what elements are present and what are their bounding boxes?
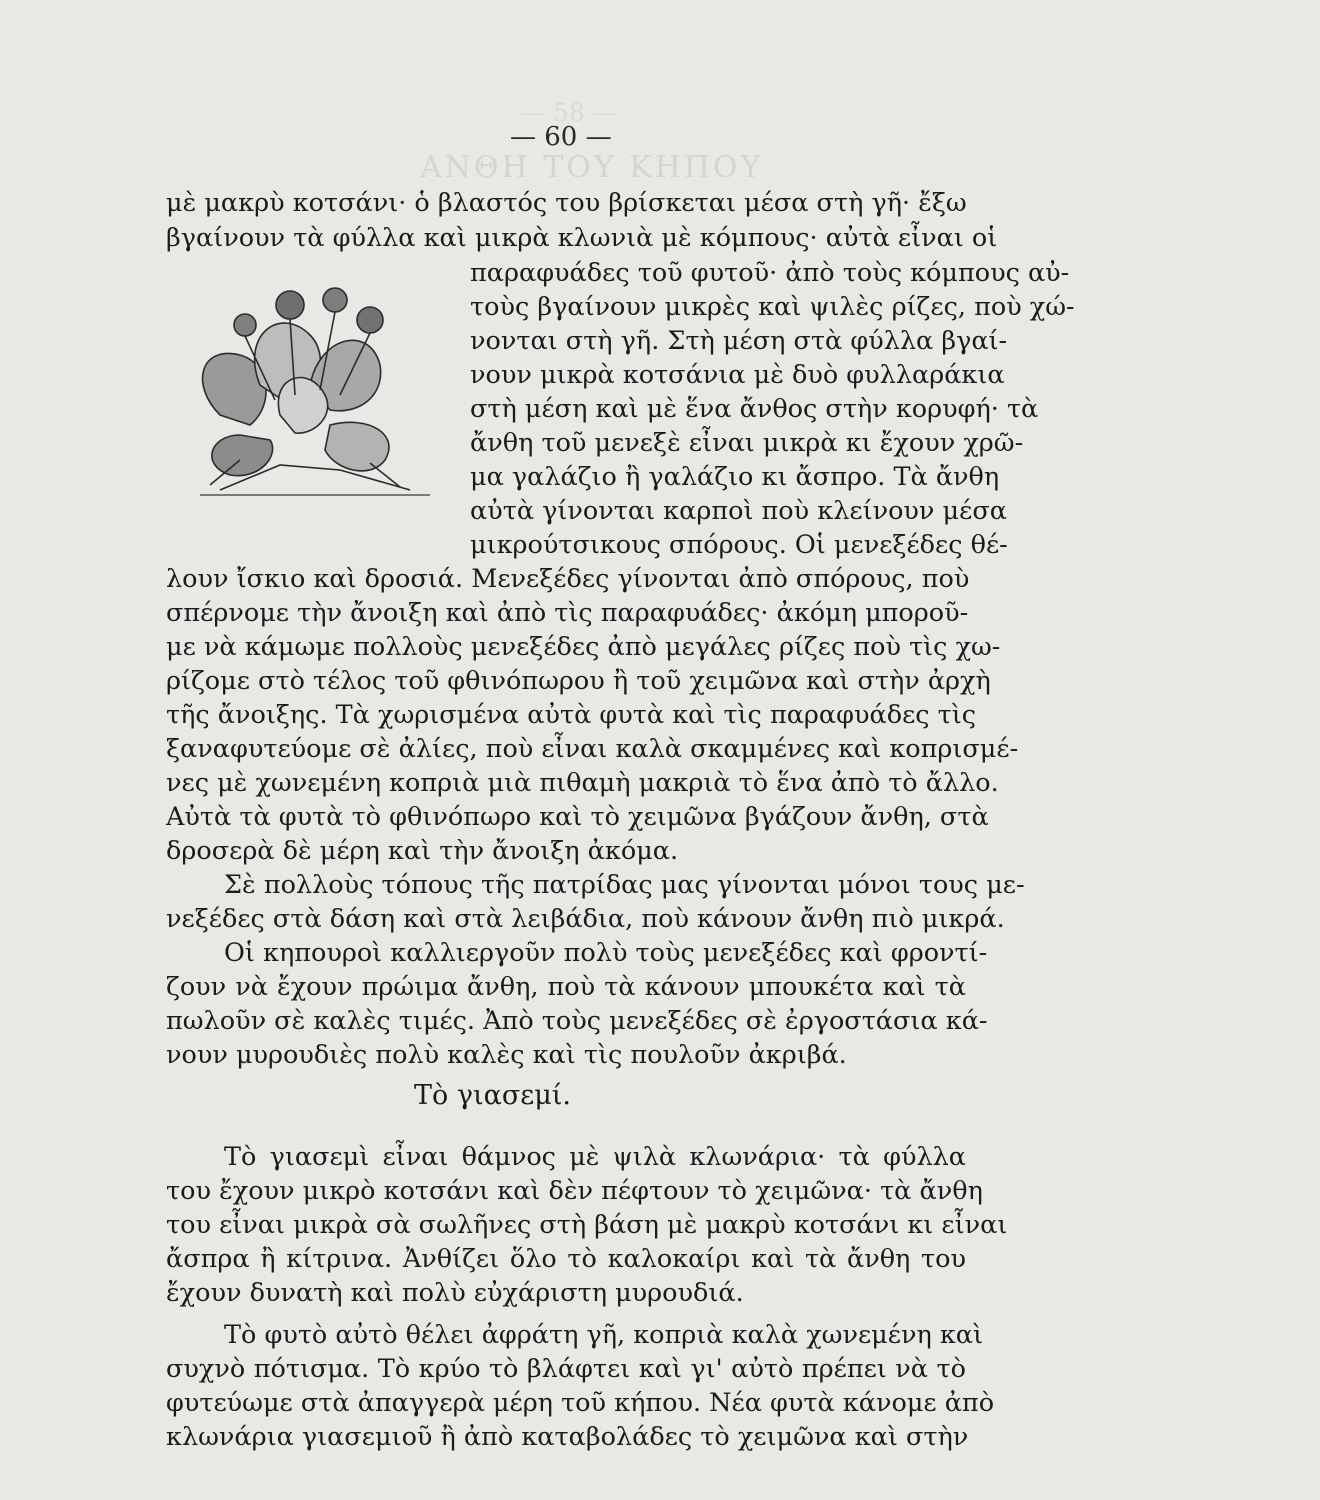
text-line-11: μικρούτσικους σπόρους. Οἱ μενεξέδες θέ- [470,530,1008,560]
text-line-18: νες μὲ χωνεμένη κοπριὰ μιὰ πιθαμὴ μακριὰ τὸ ἕνα ἀπὸ τὸ ἄλλο. [166,768,999,798]
text-line-7: στὴ μέση καὶ μὲ ἕνα ἄνθος στὴν κορυφή· τὰ [470,394,1039,424]
text-line-13: σπέρνομε τὴν ἄνοιξη καὶ ἀπὸ τὶς παραφυάδες· ἀκόμη μποροῦ- [166,598,969,628]
text-line-33: συχνὸ πότισμα. Τὸ κρύο τὸ βλάφτει καὶ γι' αὐτὸ πρέπει νὰ τὸ [166,1354,966,1384]
text-line-30: ἄσπρα ἢ κίτρινα. Ἀνθίζει ὅλο τὸ καλοκαίρι καὶ τὰ ἄνθη του [166,1244,966,1274]
text-line-19: Αὐτὰ τὰ φυτὰ τὸ φθινόπωρο καὶ τὸ χειμῶνα βγάζουν ἄνθη, στὰ [166,802,989,832]
text-line-21: Σὲ πολλοὺς τόπους τῆς πατρίδας μας γίνονται μόνοι τους με- [224,870,1025,900]
text-line-27: Τὸ γιασεμὶ εἶναι θάμνος μὲ ψιλὰ κλωνάρια· τὰ φύλλα [224,1142,966,1172]
violet-plant-illustration [180,265,450,505]
text-line-20: δροσερὰ δὲ μέρη καὶ τὴν ἄνοιξη ἀκόμα. [166,836,679,866]
text-line-17: ξαναφυτεύομε σὲ ἀλίες, ποὺ εἶναι καλὰ σκαμμένες καὶ κοπρισμέ- [166,734,1019,764]
text-line-16: τῆς ἄνοιξης. Τὰ χωρισμένα αὐτὰ φυτὰ καὶ τὶς παραφυάδες τὶς [166,700,977,730]
text-line-22: νεξέδες στὰ δάση καὶ στὰ λειβάδια, ποὺ κάνουν ἄνθη πιὸ μικρά. [166,904,1005,934]
text-line-28: του ἔχουν μικρὸ κοτσάνι καὶ δὲν πέφτουν τὸ χειμῶνα· τὰ ἄνθη [166,1176,983,1206]
text-line-9: μα γαλάζιο ἢ γαλάζιο κι ἄσπρο. Τὰ ἄνθη [470,462,1000,492]
text-line-15: ρίζομε στὸ τέλος τοῦ φθινόπωρου ἢ τοῦ χειμῶνα καὶ στὴν ἀρχὴ [166,666,991,696]
text-line-25: πωλοῦν σὲ καλὲς τιμές. Ἀπὸ τοὺς μενεξέδες σὲ ἐργοστάσια κά- [166,1006,988,1036]
text-line-14: με νὰ κάμωμε πολλοὺς μενεξέδες ἀπὸ μεγάλες ρίζες ποὺ τὶς χω- [166,632,1001,662]
text-line-24: ζουν νὰ ἔχουν πρώιμα ἄνθη, ποὺ τὰ κάνουν μπουκέτα καὶ τὰ [166,972,966,1002]
text-line-26: νουν μυρουδιὲς πολὺ καλὲς καὶ τὶς πουλοῦν ἀκριβά. [166,1040,847,1070]
text-line-6: νουν μικρὰ κοτσάνια μὲ δυὸ φυλλαράκια [470,360,1005,390]
text-line-34: φυτεύωμε στὰ ἀπαγγερὰ μέρη τοῦ κήπου. Νέα φυτὰ κάνομε ἀπὸ [166,1388,995,1418]
text-line-8: ἄνθη τοῦ μενεξὲ εἶναι μικρὰ κι ἔχουν χρῶ- [470,428,1024,458]
text-line-4: τοὺς βγαίνουν μικρὲς καὶ ψιλὲς ρίζες, ποὺ χώ- [470,292,1075,322]
text-line-29: του εἶναι μικρὰ σὰ σωλῆνες στὴ βάση μὲ μακρὺ κοτσάνι κι εἶναι [166,1210,1008,1240]
text-line-10: αὐτὰ γίνονται καρποὶ ποὺ κλείνουν μέσα [470,496,1007,526]
text-line-1: μὲ μακρὺ κοτσάνι· ὁ βλαστός του βρίσκεται μέσα στὴ γῆ· ἔξω [166,188,967,218]
bleed-through-number: — 58 — [520,98,618,127]
text-line-12: λουν ἴσκιο καὶ δροσιά. Μενεξέδες γίνονται ἀπὸ σπόρους, ποὺ [166,564,970,594]
text-line-32: Τὸ φυτὸ αὐτὸ θέλει ἀφράτη γῆ, κοπριὰ καλὰ χωνεμένη καὶ [224,1320,984,1350]
bleed-through-heading: ΑΝΘΗ ΤΟΥ ΚΗΠΟΥ [420,150,764,185]
text-line-31: ἔχουν δυνατὴ καὶ πολὺ εὐχάριστη μυρουδιά. [166,1278,744,1308]
text-line-3: παραφυάδες τοῦ φυτοῦ· ἀπὸ τοὺς κόμπους αὐ- [470,258,1070,288]
section-heading: Τὸ γιασεμί. [414,1080,571,1111]
text-line-35: κλωνάρια γιασεμιοῦ ἢ ἀπὸ καταβολάδες τὸ χειμῶνα καὶ στὴν [166,1422,969,1452]
text-line-5: νονται στὴ γῆ. Στὴ μέση στὰ φύλλα βγαί- [470,326,1008,356]
page-number: — 60 — [510,122,612,152]
text-line-2: βγαίνουν τὰ φύλλα καὶ μικρὰ κλωνιὰ μὲ κόμπους· αὐτὰ εἶναι οἱ [166,223,998,253]
text-line-23: Οἱ κηπουροὶ καλλιεργοῦν πολὺ τοὺς μενεξέδες καὶ φροντί- [224,938,988,968]
